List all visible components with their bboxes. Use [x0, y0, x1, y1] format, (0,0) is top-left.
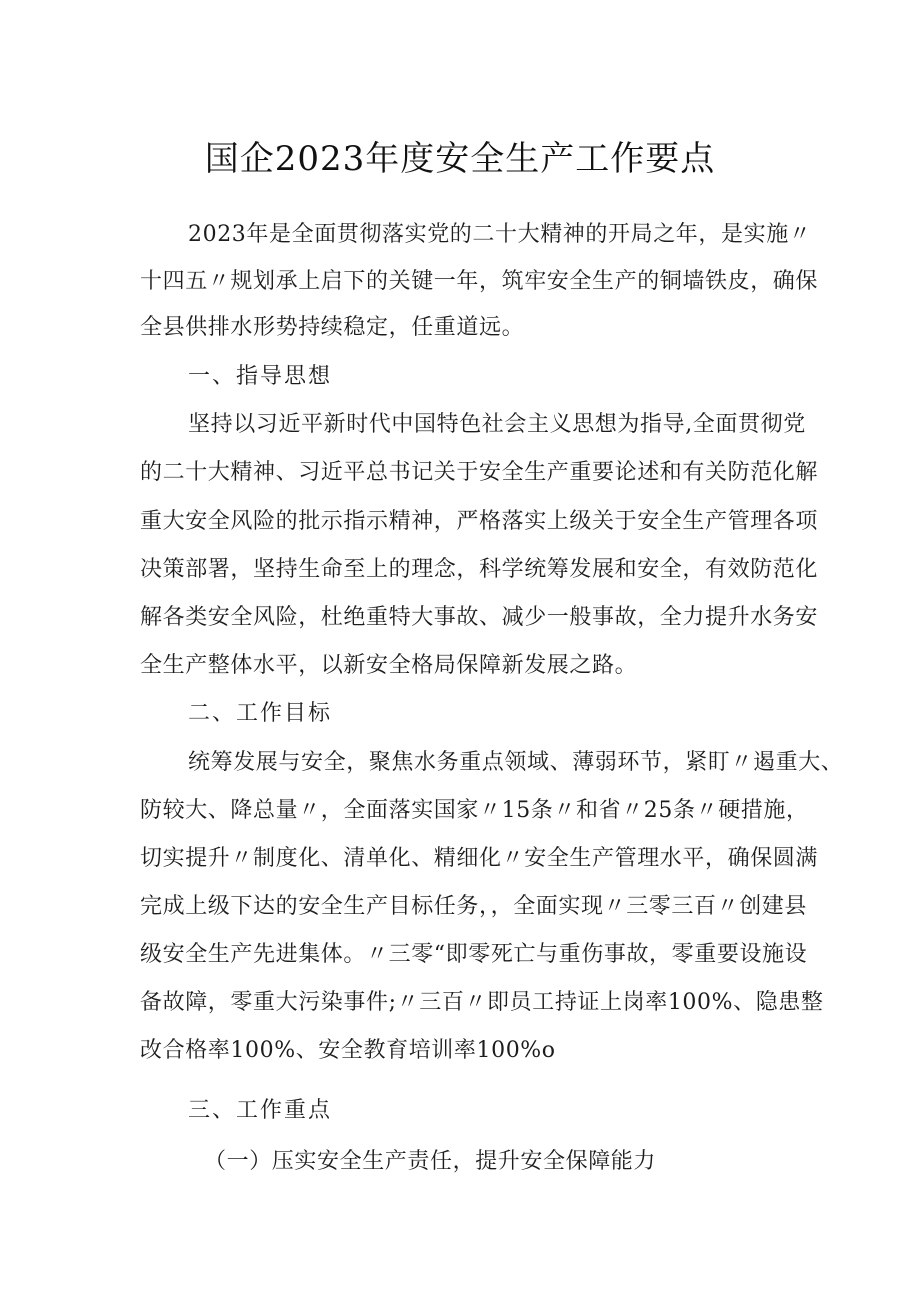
- section-1-line-3: 重大安全风险的批示指示精神，严格落实上级关于安全生产管理各项: [140, 509, 819, 534]
- section-2-line-3: 切实提升〃制度化、清单化、精细化〃安全生产管理水平，确保圆满: [140, 846, 819, 871]
- section-1-line-6: 全生产整体水平，以新安全格局保障新发展之路。: [140, 653, 638, 678]
- section-2-line-1: 统筹发展与安全，聚焦水务重点领域、薄弱环节，紧盯〃遏重大、: [188, 750, 844, 775]
- section-heading-1: 一、指导思想: [188, 364, 333, 389]
- section-1-line-1: 坚持以习近平新时代中国特色社会主义思想为指导,全面贯彻党: [188, 412, 806, 437]
- section-heading-3: 三、工作重点: [188, 1098, 333, 1123]
- intro-line-1: 2023年是全面贯彻落实党的二十大精神的开局之年，是实施〃: [188, 222, 812, 247]
- subsection-heading-1: （一）压实安全生产责任，提升安全保障能力: [204, 1149, 657, 1174]
- section-2-line-7: 改合格率100%、安全教育培训率100%o: [140, 1038, 556, 1063]
- section-2-line-4: 完成上级下达的安全生产目标任务，，全面实现〃三零三百〃创建县: [140, 894, 808, 919]
- intro-line-2: 十四五〃规划承上启下的关键一年，筑牢安全生产的铜墙铁皮，确保: [140, 269, 819, 294]
- section-1-line-4: 决策部署，坚持生命至上的理念，科学统筹发展和安全，有效防范化: [140, 557, 819, 582]
- section-1-line-2: 的二十大精神、习近平总书记关于安全生产重要论述和有关防范化解: [140, 460, 819, 485]
- section-heading-2: 二、工作目标: [188, 701, 333, 726]
- section-1-line-5: 解各类安全风险，杜绝重特大事故、减少一般事故，全力提升水务安: [140, 605, 819, 630]
- section-2-line-5: 级安全生产先进集体。〃三零“即零死亡与重伤事故，零重要设施设: [140, 942, 808, 967]
- intro-line-3: 全县供排水形势持续稳定，任重道远。: [140, 315, 525, 340]
- document-title: 国企2023年度安全生产工作要点: [204, 139, 716, 179]
- section-2-line-6: 备故障，零重大污染事件;〃三百〃即员工持证上岗率100%、隐患整: [140, 990, 824, 1015]
- section-2-line-2: 防较大、降总量〃，全面落实国家〃15条〃和省〃25条〃硬措施，: [140, 798, 809, 823]
